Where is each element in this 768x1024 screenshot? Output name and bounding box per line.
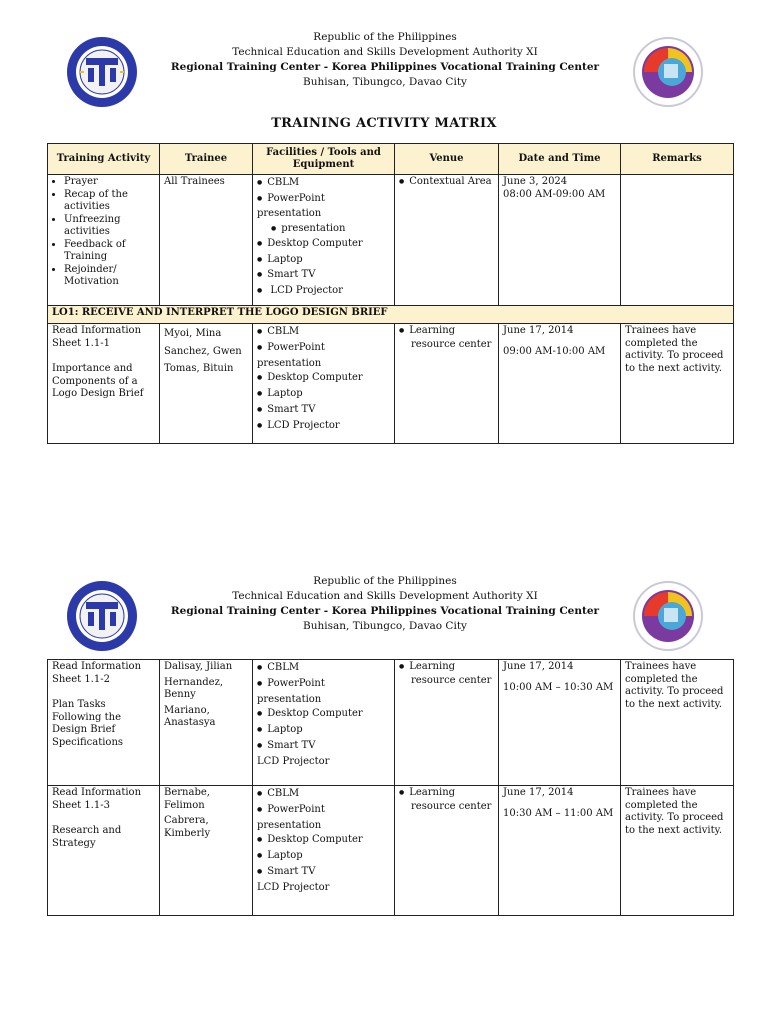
list-item: • Feedback of Training [64,239,155,264]
trainee-name: Tomas, Bituin [164,363,234,374]
date-cell [499,175,621,306]
list-item: ● Learning resource center [399,787,494,813]
list-item: • Prayer [64,176,155,189]
trainee-cell: All Trainees [160,175,253,306]
activity-topic: Plan Tasks Following the Design Brief Specifications [52,699,124,748]
venue-cell [395,175,499,306]
list-item: LCD Projector [257,755,330,767]
header-line-2: Technical Education and Skills Development Authority XI [232,46,538,58]
list-item: ● PowerPoint [257,803,390,819]
lo1-heading: LO1: RECEIVE AND INTERPRET THE LOGO DESIGN BRIEF [48,306,734,324]
header-line-4: Buhisan, Tibungco, Davao City [303,620,467,632]
list-item: ● CBLM [257,661,390,677]
table-row [48,786,734,916]
list-item: ● Desktop Computer [257,237,390,253]
page-header-2 [0,574,768,654]
time-text: 10:30 AM – 11:00 AM [503,807,614,819]
list-item: ● CBLM [257,325,390,341]
list-item: • Rejoinder/ Motivation [64,264,155,289]
tesda-seal-icon [66,580,138,652]
list-item: ● Desktop Computer [257,371,390,387]
list-item: ● Learning resource center [399,661,494,687]
trainee-cell [160,324,253,444]
activity-topic: Importance and Components of a Logo Design Brief [52,363,144,399]
col-date-time: Date and Time [499,144,621,175]
list-item: • Recap of the activities [64,189,155,214]
kpvtc-seal-icon [632,36,704,108]
facilities-list [257,707,390,754]
remarks-cell: Trainees have completed the activity. To proceed to the next activity. [621,324,734,444]
header-text [150,30,620,90]
list-item: ● LCD Projector [257,419,390,435]
header-line-4: Buhisan, Tibungco, Davao City [303,76,467,88]
trainee-cell [160,660,253,786]
list-item: ● Smart TV [257,268,390,284]
header-text [150,574,620,634]
list-item: ● CBLM [257,176,390,192]
venue-list [399,325,494,351]
activity-sheet: Read Information Sheet 1.1-1 [52,325,142,349]
table-row [48,324,734,444]
list-item: ● PowerPoint [257,677,390,693]
header-line-2: Technical Education and Skills Development Authority XI [232,590,538,602]
activity-topic: Research and Strategy [52,825,122,849]
list-item: ● Laptop [257,253,390,269]
remarks-cell: Trainees have completed the activity. To proceed to the next activity. [621,660,734,786]
list-item: ● Laptop [257,387,390,403]
time-text: 09:00 AM-10:00 AM [503,345,606,357]
list-item: ● Contextual Area [399,176,494,190]
remarks-cell: Trainees have completed the activity. To proceed to the next activity. [621,786,734,916]
list-item: ● Laptop [257,849,390,865]
list-item: ● Smart TV [257,403,390,419]
list-item: ● Learning resource center [399,325,494,351]
list-item: presentation [257,819,322,831]
date-text: June 17, 2014 [503,787,574,798]
facilities-list [257,661,390,693]
list-item: • Unfreezing activities [64,214,155,239]
activity-sheet: Read Information Sheet 1.1-3 [52,787,142,811]
header-line-3: Regional Training Center - Korea Philippines Vocational Training Center [170,61,600,73]
venue-list [399,176,494,190]
venue-cell [395,324,499,444]
header-line-1: Republic of the Philippines [313,31,457,43]
list-item: ● presentation [257,222,390,238]
facilities-list [257,371,390,434]
activity-cell [48,786,160,916]
kpvtc-seal-icon [632,580,704,652]
trainee-name: Sanchez, Gwen [164,345,242,357]
facilities-cell [253,786,395,916]
time-text: 10:00 AM – 10:30 AM [503,681,614,693]
venue-list [399,787,494,813]
activity-matrix-table-continued [47,659,734,916]
venue-cell [395,660,499,786]
page-title: TRAINING ACTIVITY MATRIX [271,116,497,131]
trainee-name: Hernandez, Benny [164,676,224,700]
table-header-row [48,144,734,175]
facilities-list [257,833,390,880]
list-item: ● PowerPoint [257,341,390,357]
col-trainee: Trainee [160,144,253,175]
trainee-name: Myoi, Mina [164,328,222,339]
facilities-cell [253,175,395,306]
table-row [48,660,734,786]
trainee-cell [160,786,253,916]
col-remarks: Remarks [621,144,734,175]
activity-cell [48,175,160,306]
list-item: ● Desktop Computer [257,833,390,849]
date-cell [499,324,621,444]
trainee-name: Mariano, Anastasya [164,704,216,728]
trainee-name: Cabrera, Kimberly [164,815,211,839]
list-item: ● PowerPoint presentation [257,192,390,222]
date-cell [499,660,621,786]
time-text: 08:00 AM-09:00 AM [503,188,606,200]
facilities-cell [253,324,395,444]
venue-cell [395,786,499,916]
col-training-activity: Training Activity [48,144,160,175]
activity-cell [48,324,160,444]
activity-matrix-table [47,143,734,444]
facilities-list [257,787,390,819]
activity-sheet: Read Information Sheet 1.1-2 [52,661,142,685]
table-row [48,175,734,306]
header-line-3: Regional Training Center - Korea Philippines Vocational Training Center [170,605,600,617]
list-item: ● Smart TV [257,739,390,755]
trainee-name: Dalisay, Jilian [164,661,233,672]
date-cell [499,786,621,916]
list-item: LCD Projector [257,881,330,893]
list-item: presentation [257,357,322,369]
page-header-1 [0,30,768,110]
facilities-cell [253,660,395,786]
list-item: ● CBLM [257,787,390,803]
activity-cell [48,660,160,786]
list-item: presentation [257,693,322,705]
col-venue: Venue [395,144,499,175]
list-item: ● Desktop Computer [257,707,390,723]
lo-row [48,306,734,324]
facilities-list [257,176,390,299]
header-line-1: Republic of the Philippines [313,575,457,587]
list-item: ● Smart TV [257,865,390,881]
col-facilities: Facilities / Tools and Equipment [253,144,395,175]
date-text: June 17, 2014 [503,661,574,672]
list-item: ● LCD Projector [257,284,390,300]
facilities-list [257,325,390,357]
trainee-name: Bernabe, Felimon [164,787,210,811]
tesda-seal-icon [66,36,138,108]
date-text: June 3, 2024 [503,176,568,187]
list-item: ● Laptop [257,723,390,739]
venue-list [399,661,494,687]
date-text: June 17, 2014 [503,325,574,336]
remarks-cell [621,175,734,306]
activity-list [52,176,155,289]
